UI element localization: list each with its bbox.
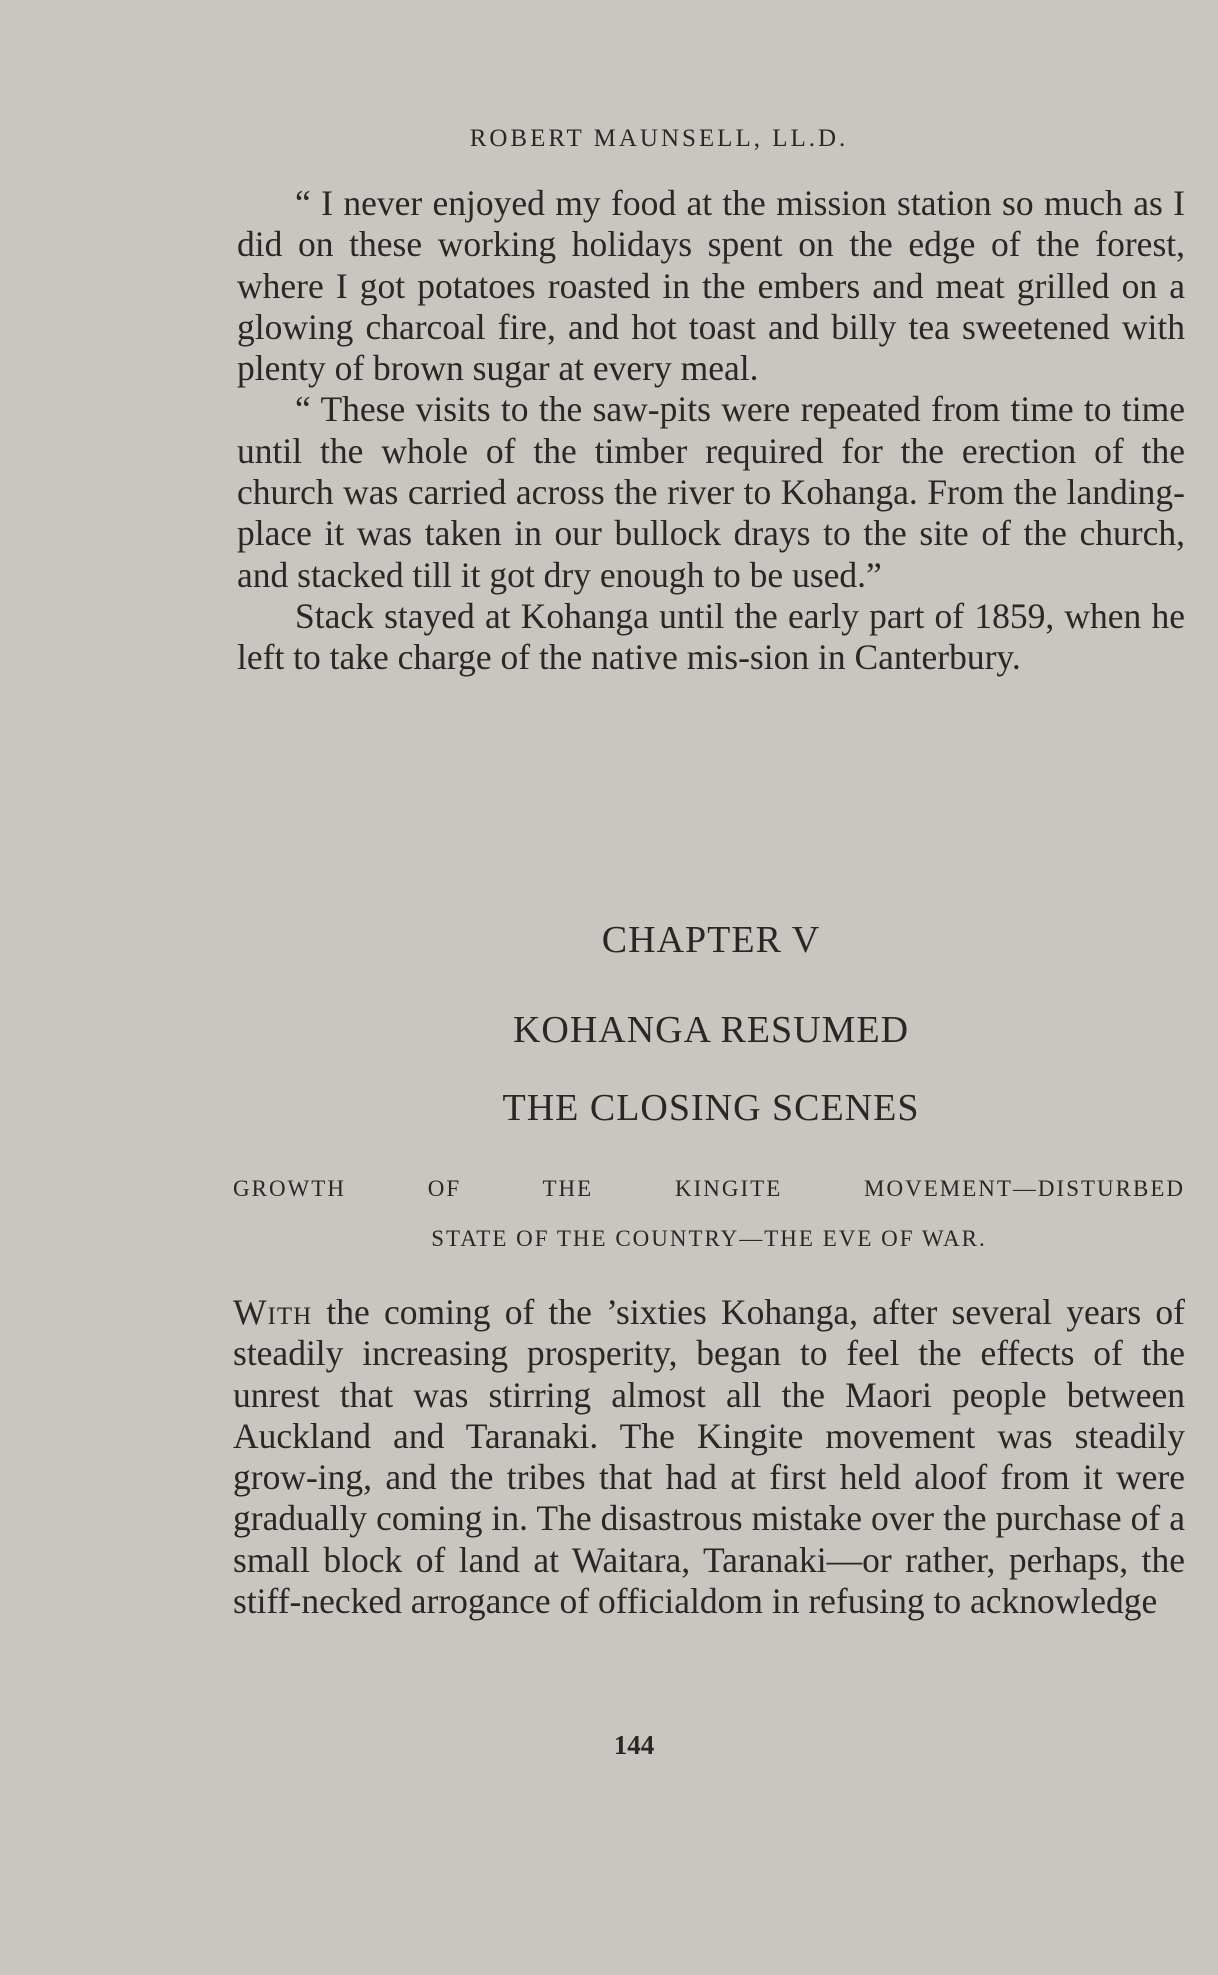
paragraph: “ These visits to the saw-pits were repeated from time to time until the whole of the timber required for the erection of the church was carried across the river to Kohanga. From the landing-place it was taken in our bullock drays to the site of the church, and stacked till it got dry enough to be used.” <box>237 389 1185 595</box>
chapter-title: KOHANGA RESUMED <box>512 1009 910 1051</box>
chapter-number: CHAPTER V <box>601 919 821 961</box>
page-number: 144 <box>613 1730 655 1760</box>
lead-word: With <box>233 1292 313 1332</box>
text-block-top <box>237 183 1185 679</box>
running-head: ROBERT MAUNSELL, LL.D. <box>469 125 849 152</box>
paragraph: “ I never enjoyed my food at the mission station so much as I did on these working holidays spent on the edge of the forest, where I got potatoes roasted in the embers and meat grilled on a glowing charcoal fire, and hot toast and billy tea sweetened with plenty of brown sugar at every meal. <box>237 183 1185 389</box>
synopsis-line: STATE OF THE COUNTRY—THE EVE OF WAR. <box>431 1226 987 1251</box>
chapter-subtitle: THE CLOSING SCENES <box>502 1087 920 1129</box>
synopsis-line: GROWTH OF THE KINGITE MOVEMENT—DISTURBED <box>233 1176 1185 1201</box>
text-block-body <box>233 1292 1185 1622</box>
paragraph: Stack stayed at Kohanga until the early part of 1859, when he left to take charge of the native mis-sion in Canterbury. <box>237 595 1185 678</box>
paragraph <box>233 1292 1185 1622</box>
paragraph-text: the coming of the ’sixties Kohanga, after several years of steadily increasing prosperity, began to feel the effects of the unrest that was stirring almost all the Maori people between Auckland and Taranaki. The Kingite movement was steadily grow-ing, and the tribes that had at first held aloof from it were gradually coming in. The disastrous mistake over the purchase of a small block of land at Waitara, Taranaki—or rather, perhaps, the stiff-necked arrogance of officialdom in refusing to acknowledge <box>233 1292 1185 1622</box>
chapter-synopsis <box>233 1164 1185 1264</box>
